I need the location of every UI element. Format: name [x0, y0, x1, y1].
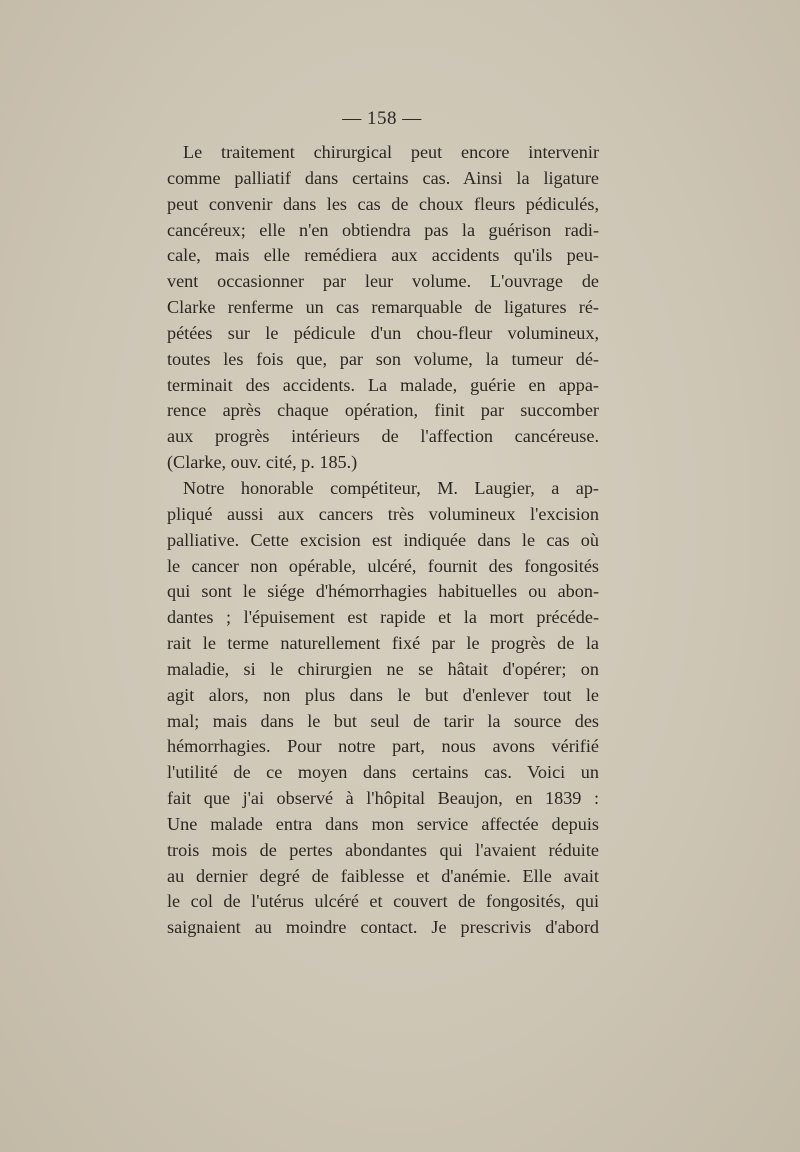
text-line: Notre honorable compétiteur, M. Laugier, a ap-	[183, 477, 599, 498]
text-line: maladie, si le chirurgien ne se hâtait d'opérer; on	[167, 658, 599, 679]
text-line: rence après chaque opération, finit par succomber	[167, 400, 599, 421]
text-line: hémorrhagies. Pour notre part, nous avons vérifié	[167, 736, 599, 757]
text-line: comme palliatif dans certains cas. Ainsi la ligature	[167, 167, 599, 188]
text-line: pliqué aussi aux cancers très volumineux l'excision	[167, 503, 599, 524]
text-line: aux progrès intérieurs de l'affection cancéreuse.	[167, 426, 599, 447]
text-line: palliative. Cette excision est indiquée dans le cas où	[167, 529, 599, 550]
text-line: trois mois de pertes abondantes qui l'avaient réduite	[167, 839, 599, 860]
text-line: peut convenir dans les cas de choux fleurs pédiculés,	[167, 193, 599, 214]
text-line: Clarke renferme un cas remarquable de ligatures ré-	[167, 297, 599, 318]
text-line: pétées sur le pédicule d'un chou-fleur volumineux,	[167, 322, 599, 343]
text-line: cancéreux; elle n'en obtiendra pas la guérison radi-	[167, 219, 599, 240]
text-line: le col de l'utérus ulcéré et couvert de fongosités, qui	[167, 891, 599, 912]
text-line: agit alors, non plus dans le but d'enlever tout le	[167, 684, 599, 705]
text-line: au dernier degré de faiblesse et d'anémie. Elle avait	[167, 865, 599, 886]
text-line: qui sont le siége d'hémorrhagies habituelles ou abon-	[167, 581, 599, 602]
text-line: (Clarke, ouv. cité, p. 185.)	[167, 452, 358, 473]
page-number: — 158 —	[342, 108, 422, 129]
body-text	[167, 140, 599, 941]
text-line: saignaient au moindre contact. Je prescrivis d'abord	[167, 917, 599, 938]
text-line: rait le terme naturellement fixé par le progrès de la	[167, 633, 599, 654]
text-line: le cancer non opérable, ulcéré, fournit des fongosités	[167, 555, 599, 576]
text-line: Une malade entra dans mon service affectée depuis	[167, 813, 599, 834]
text-line: terminait des accidents. La malade, guérie en appa-	[167, 374, 599, 395]
text-line: dantes ; l'épuisement est rapide et la mort précéde-	[167, 607, 599, 628]
text-line: mal; mais dans le but seul de tarir la source des	[167, 710, 599, 731]
text-line: cale, mais elle remédiera aux accidents qu'ils peu-	[167, 245, 599, 266]
text-line: fait que j'ai observé à l'hôpital Beaujon, en 1839 :	[167, 788, 599, 809]
text-line: vent occasionner par leur volume. L'ouvrage de	[167, 271, 599, 292]
text-line: toutes les fois que, par son volume, la tumeur dé-	[167, 348, 599, 369]
text-line: l'utilité de ce moyen dans certains cas. Voici un	[167, 762, 599, 783]
text-line: Le traitement chirurgical peut encore intervenir	[183, 142, 599, 162]
